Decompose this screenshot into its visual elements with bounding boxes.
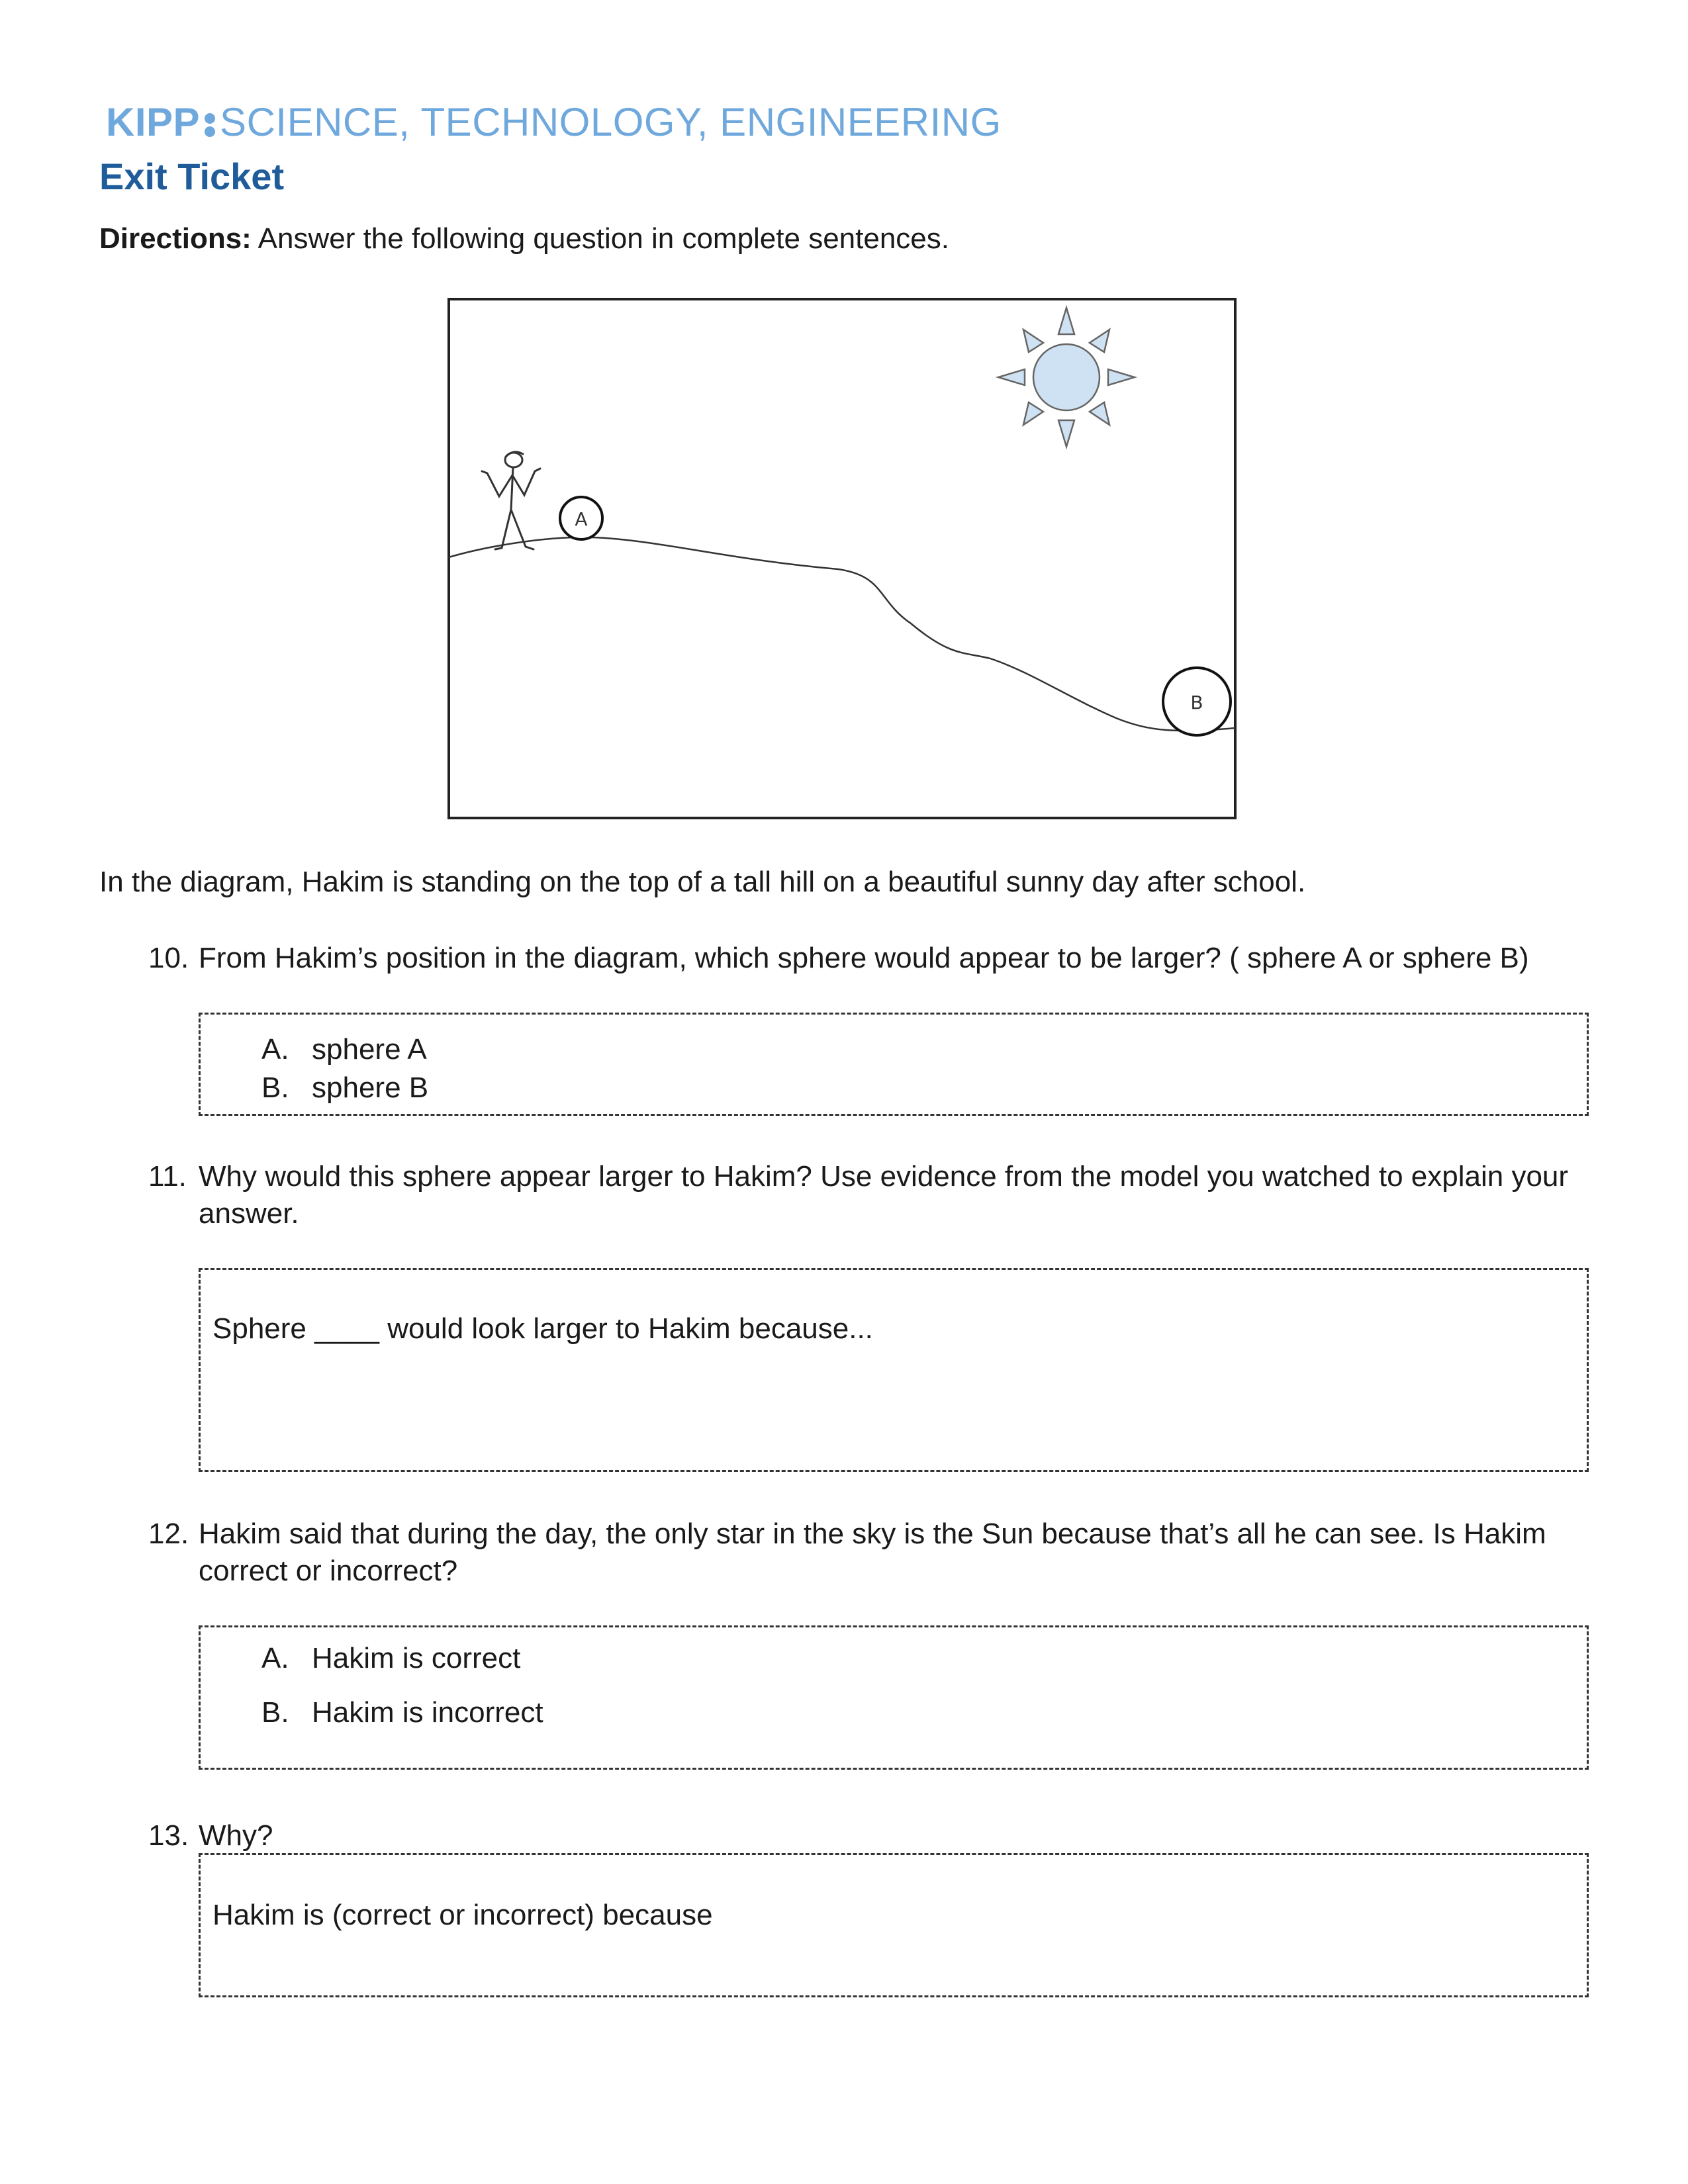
answer-box-11[interactable] bbox=[199, 1268, 1589, 1472]
option-text: sphere A bbox=[312, 1033, 427, 1066]
question-text: From Hakim’s position in the diagram, which sphere would appear to be larger? ( sphere A or sphere B) bbox=[199, 942, 1529, 974]
question-number: 12. bbox=[148, 1518, 189, 1550]
question-number: 11. bbox=[148, 1160, 187, 1193]
option-b[interactable] bbox=[261, 1071, 428, 1105]
option-a[interactable] bbox=[261, 1642, 520, 1675]
brand-colon-icon bbox=[203, 109, 217, 138]
option-text: Hakim is incorrect bbox=[312, 1696, 543, 1729]
sentence-stem: Hakim is (correct or incorrect) because bbox=[212, 1899, 713, 1931]
sphere-b-label: B bbox=[1190, 692, 1203, 713]
brand-kipp: KIPP bbox=[106, 100, 201, 144]
sphere-a bbox=[560, 497, 602, 539]
option-b[interactable] bbox=[261, 1696, 543, 1729]
brand-subject: SCIENCE, TECHNOLOGY, ENGINEERING bbox=[220, 100, 1002, 144]
option-letter: A. bbox=[261, 1033, 289, 1066]
brand-header bbox=[106, 99, 1002, 145]
sphere-b bbox=[1163, 668, 1231, 735]
option-text: Hakim is correct bbox=[312, 1642, 521, 1674]
answer-box-10 bbox=[199, 1013, 1589, 1116]
question-text: Hakim said that during the day, the only star in the sky is the Sun because that’s all he can see. Is Hakim correct or incorrect? bbox=[199, 1518, 1546, 1587]
option-letter: B. bbox=[261, 1696, 289, 1729]
sphere-a-label: A bbox=[575, 508, 588, 530]
intro-text: In the diagram, Hakim is standing on the top of a tall hill on a beautiful sunny day after school. bbox=[99, 866, 1306, 898]
question-text: Why? bbox=[199, 1819, 273, 1852]
question-number: 13. bbox=[148, 1819, 189, 1852]
answer-box-13[interactable] bbox=[199, 1853, 1589, 1997]
question-text: Why would this sphere appear larger to Hakim? Use evidence from the model you watched to explain your answer. bbox=[199, 1160, 1569, 1230]
page-title: Exit Ticket bbox=[99, 156, 285, 197]
directions-text: Answer the following question in complete sentences. bbox=[258, 222, 950, 255]
directions bbox=[99, 222, 949, 255]
option-text: sphere B bbox=[312, 1071, 429, 1104]
hill-diagram bbox=[447, 298, 1237, 819]
directions-label: Directions: bbox=[99, 222, 252, 255]
option-letter: A. bbox=[261, 1642, 289, 1674]
sentence-stem: Sphere ____ would look larger to Hakim because... bbox=[212, 1312, 873, 1345]
question-number: 10. bbox=[148, 942, 189, 974]
option-a[interactable] bbox=[261, 1033, 427, 1066]
option-letter: B. bbox=[261, 1071, 289, 1104]
answer-box-12 bbox=[199, 1625, 1589, 1770]
